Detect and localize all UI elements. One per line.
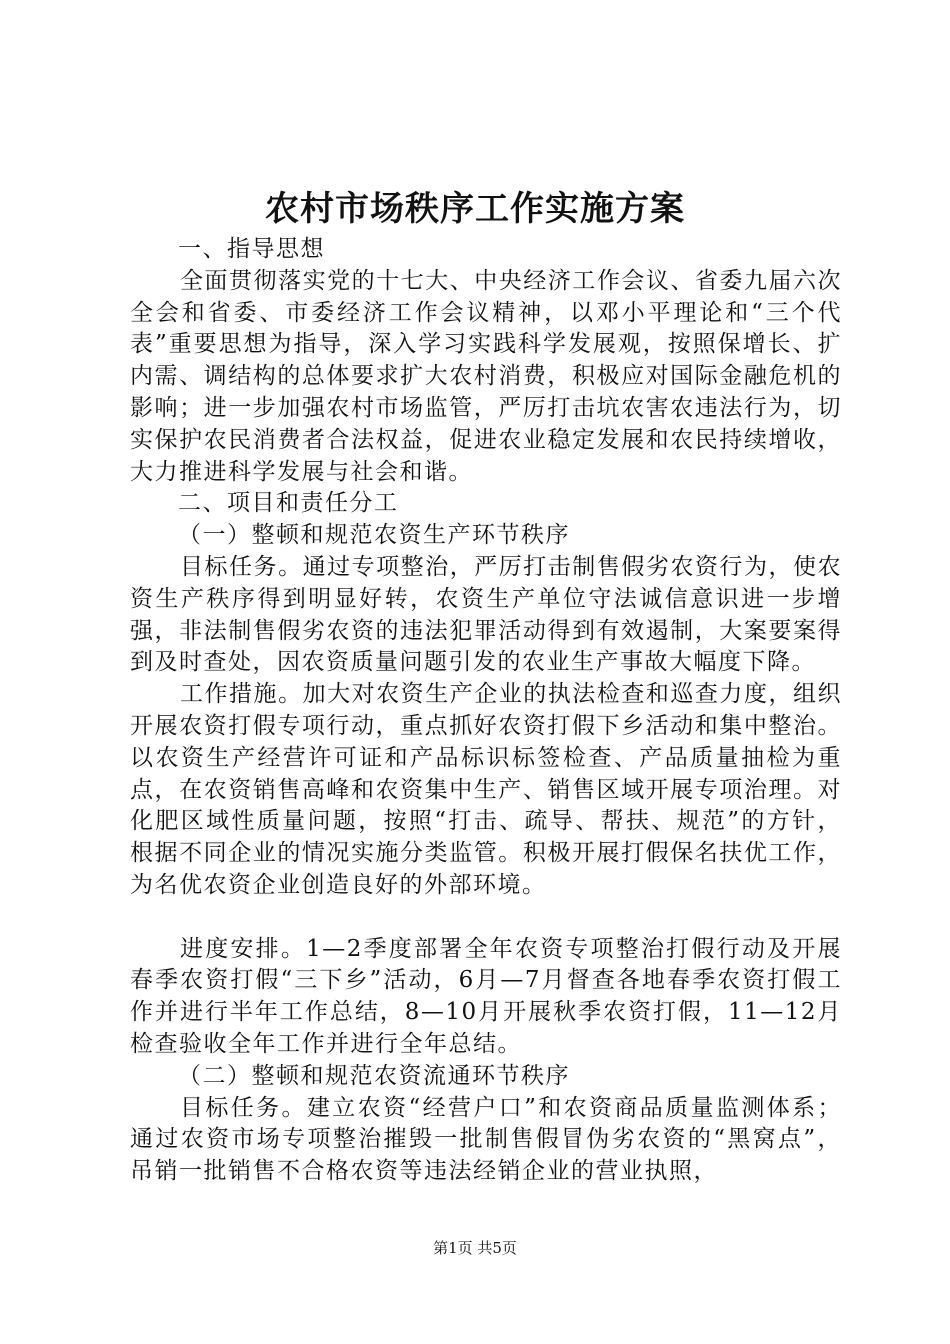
- section-heading-guiding-thought: 一、指导思想: [178, 236, 325, 262]
- paragraph-circulation-targets: 目标任务。建立农资“经营户口”和农资商品质量监测体系；通过农资市场专项整治摧毁一批制售假冒伪劣农资的“黑窝点”，吊销一批销售不合格农资等违法经销企业的营业执照，: [130, 1094, 842, 1185]
- document-title: 农村市场秩序工作实施方案: [265, 189, 685, 229]
- paragraph-guiding-thought: 全面贯彻落实党的十七大、中央经济工作会议、省委九届六次全会和省委、市委经济工作会议精神，以邓小平理论和“三个代表”重要思想为指导，深入学习实践科学发展观，按照保增长、扩内需、调结构的总体要求扩大农村消费，积极应对国际金融危机的影响；进一步加强农村市场监管，严厉打击坑农害农违法行为，切实保护农民消费者合法权益，促进农业稳定发展和农民持续增收，大力推进科学发展与社会和谐。: [130, 267, 842, 485]
- document-body: [130, 234, 842, 1188]
- section-heading-projects: 二、项目和责任分工: [178, 490, 399, 517]
- paragraph-production-targets: 目标任务。通过专项整治，严厉打击制售假劣农资行为，使农资生产秩序得到明显好转，农资生产单位守法诚信意识进一步增强，非法制售假劣农资的违法犯罪活动得到有效遏制，大案要案得到及时查处，因农资质量问题引发的农业生产事故大幅度下降。: [130, 553, 842, 676]
- subsection-heading-circulation: （二）整顿和规范农资流通环节秩序: [178, 1062, 570, 1089]
- paragraph-production-measures: 工作措施。加大对农资生产企业的执法检查和巡查力度，组织开展农资打假专项行动，重点抓好农资打假下乡活动和集中整治。以农资生产经营许可证和产品标识标签检查、产品质量抽检为重点，在农资销售高峰和农资集中生产、销售区域开展专项治理。对化肥区域性质量问题，按照“打击、疏导、帮扶、规范”的方针，根据不同企业的情况实施分类监管。积极开展打假保名扶优工作，为名优农资企业创造良好的外部环境。: [130, 681, 842, 898]
- paragraph-production-schedule: 进度安排。1—2季度部署全年农资专项整治打假行动及开展春季农资打假“三下乡”活动，6月—7月督查各地春季农资打假工作并进行半年工作总结，8—10月开展秋季农资打假，11—12月检查验收全年工作并进行全年总结。: [130, 935, 842, 1057]
- subsection-heading-production: （一）整顿和规范农资生产环节秩序: [178, 522, 570, 549]
- page-footer: 第1页 共5页: [433, 1239, 517, 1257]
